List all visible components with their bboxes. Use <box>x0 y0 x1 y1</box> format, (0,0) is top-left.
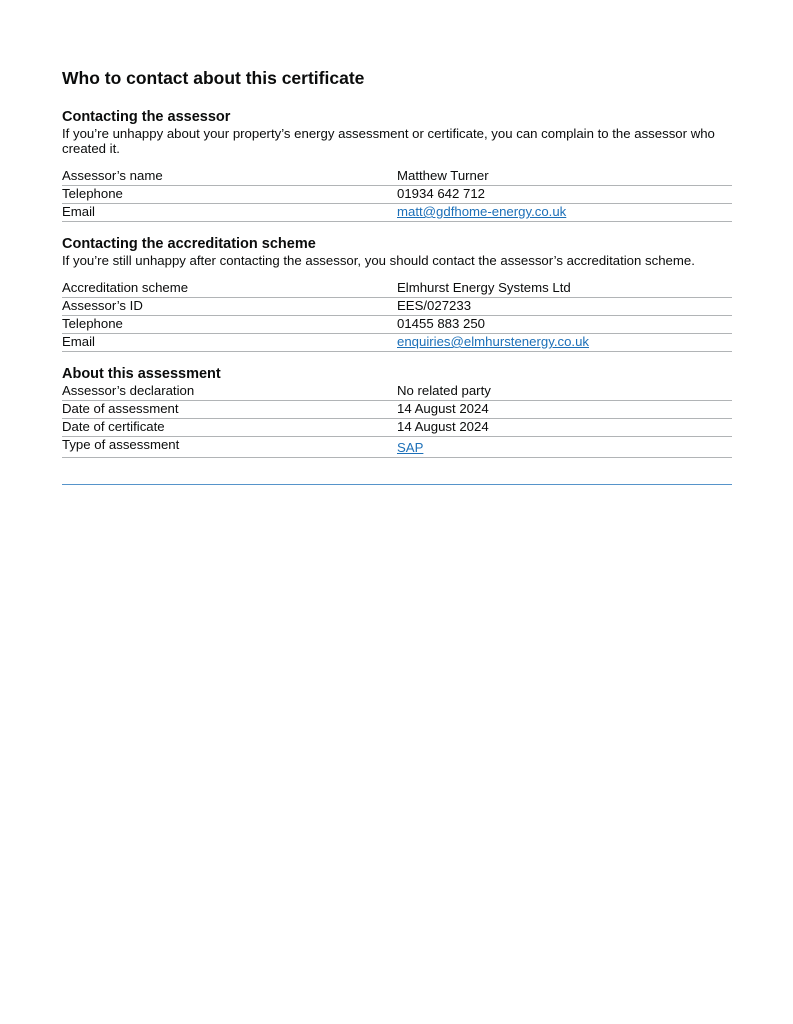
assessment-type-link[interactable]: SAP <box>397 440 424 455</box>
table-row <box>62 437 732 458</box>
table-row <box>62 383 732 401</box>
certificate-contact-page <box>62 67 732 458</box>
assessor-name-value: Matthew Turner <box>397 168 732 186</box>
table-row <box>62 186 732 204</box>
assessment-type-cell <box>397 437 732 458</box>
table-row <box>62 334 732 352</box>
scheme-section <box>62 236 732 352</box>
scheme-heading: Contacting the accreditation scheme <box>62 236 316 252</box>
table-row <box>62 280 732 298</box>
assessor-id-value: EES/027233 <box>397 298 732 316</box>
page-title: Who to contact about this certificate <box>62 68 365 88</box>
row-label: Date of certificate <box>62 419 397 437</box>
row-label: Telephone <box>62 186 397 204</box>
row-label: Email <box>62 334 397 352</box>
scheme-email-cell <box>397 334 732 352</box>
row-label: Email <box>62 204 397 222</box>
table-row <box>62 204 732 222</box>
table-row <box>62 298 732 316</box>
assessor-section <box>62 109 732 222</box>
row-label: Date of assessment <box>62 401 397 419</box>
assessor-email-cell <box>397 204 732 222</box>
scheme-email-link[interactable]: enquiries@elmhurstenergy.co.uk <box>397 334 589 349</box>
scheme-name-value: Elmhurst Energy Systems Ltd <box>397 280 732 298</box>
assessor-intro: If you’re unhappy about your property’s energy assessment or certificate, you can complain to the assessor who created it. <box>62 126 715 156</box>
declaration-value: No related party <box>397 383 732 401</box>
row-label: Assessor’s declaration <box>62 383 397 401</box>
about-heading: About this assessment <box>62 366 221 382</box>
assessor-heading: Contacting the assessor <box>62 109 231 125</box>
row-label: Type of assessment <box>62 437 397 458</box>
row-label: Telephone <box>62 316 397 334</box>
scheme-table <box>62 280 732 352</box>
row-label: Assessor’s name <box>62 168 397 186</box>
assessor-telephone-value: 01934 642 712 <box>397 186 732 204</box>
table-row <box>62 168 732 186</box>
certificate-date-value: 14 August 2024 <box>397 419 732 437</box>
about-table <box>62 383 732 458</box>
assessment-date-value: 14 August 2024 <box>397 401 732 419</box>
section-divider <box>62 484 732 485</box>
assessor-email-link[interactable]: matt@gdfhome-energy.co.uk <box>397 204 567 219</box>
about-section <box>62 366 732 458</box>
row-label: Assessor’s ID <box>62 298 397 316</box>
scheme-intro: If you’re still unhappy after contacting the assessor, you should contact the assessor’s accreditation scheme. <box>62 253 695 268</box>
scheme-telephone-value: 01455 883 250 <box>397 316 732 334</box>
row-label: Accreditation scheme <box>62 280 397 298</box>
table-row <box>62 419 732 437</box>
table-row <box>62 401 732 419</box>
table-row <box>62 316 732 334</box>
assessor-table <box>62 168 732 222</box>
